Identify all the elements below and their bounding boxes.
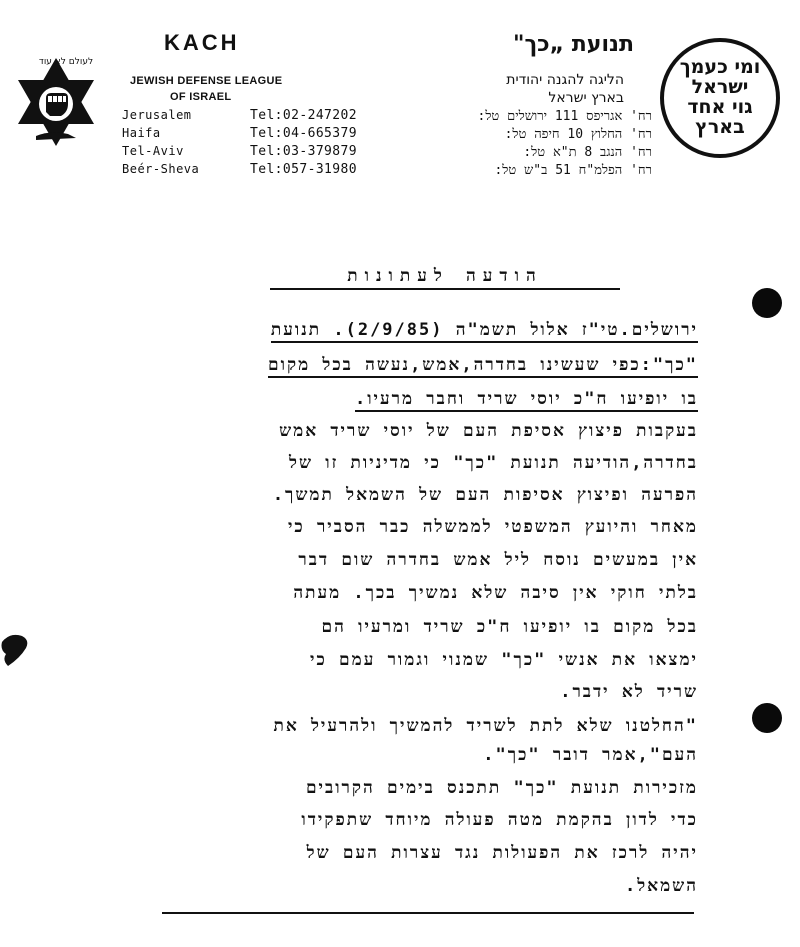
star-of-david-fist-icon <box>6 52 106 152</box>
svg-text:לעולם לא עוד: לעולם לא עוד <box>38 57 94 67</box>
body-line: כדי לדון בהקמת מטה פעולה מיוחד שתפקידו <box>301 810 698 830</box>
office-address-jerusalem: רח' אגריפס 111 ירושלים טל: <box>477 109 652 124</box>
org-subtitle-english-2: OF ISRAEL <box>170 91 232 103</box>
seal-line: בארץ <box>695 115 745 138</box>
office-tel-jerusalem: Tel:02-247202 <box>250 108 357 123</box>
office-address-haifa: רח' החלוץ 10 חיפה טל: <box>504 127 652 142</box>
office-tel-haifa: Tel:04-665379 <box>250 126 357 141</box>
lead-line-2: "כך":כפי שעשינו בחדרה,אמש,נעשה בכל מקום <box>268 355 698 378</box>
org-name-hebrew: תנועת „כך" <box>513 32 634 57</box>
office-city-jerusalem: Jerusalem <box>122 108 192 122</box>
seal-line: גוי אחד <box>687 96 753 118</box>
punch-hole <box>752 703 782 733</box>
body-line: מזכירות תנועת "כך" תתכנס בימים הקרובים <box>305 778 698 798</box>
body-line: מאחר והיועץ המשפטי לממשלה כבר הסביר כי <box>287 517 698 537</box>
body-line: בעקבות פיצוץ אסיפת העם של יוסי שריד אמש <box>279 421 698 441</box>
body-line: "החלטנו שלא לתת לשריד להמשיך ולהרעיל את <box>273 716 698 736</box>
seal-line: ומי כעמך <box>679 56 761 79</box>
lead-line-3: בו יופיעו ח"כ יוסי שריד וחבר מרעיו. <box>355 389 698 412</box>
body-line: העם",אמר דובר "כך". <box>483 745 698 765</box>
office-city-haifa: Haifa <box>122 126 161 140</box>
body-line: בחדרה,הודיעה תנועת "כך" כי מדיניות זו של <box>289 453 698 473</box>
body-line: יהיה לרכז את הפעולות נגד עצרות העם של <box>306 843 698 863</box>
jdl-logo <box>6 52 106 152</box>
office-city-tel-aviv: Tel-Aviv <box>122 144 184 158</box>
org-name-english: KACH <box>164 30 240 55</box>
office-address-beer-sheva: רח' הפלמ"ח 51 ב"ש טל: <box>494 163 652 178</box>
body-line: הפרעה ופיצוץ אסיפות העם של השמאל תמשך. <box>272 485 698 505</box>
body-line: השמאל. <box>625 876 698 896</box>
ink-blot <box>0 628 34 668</box>
office-tel-tel-aviv: Tel:03-379879 <box>250 144 357 159</box>
body-line: שריד לא ידבר. <box>560 682 698 702</box>
org-subtitle-hebrew-2: בארץ ישראל <box>548 90 624 106</box>
body-line: בכל מקום בו יופיעו ח"כ שריד ומרעיו הם <box>321 617 698 637</box>
punch-hole <box>752 288 782 318</box>
body-line: אין במעשים נוסח ליל אמש בחדרה שום דבר <box>298 550 698 570</box>
press-release-headline: הודעה לעתונות <box>270 266 620 290</box>
seal-line: ישראל <box>691 76 749 99</box>
bottom-rule <box>162 912 694 914</box>
body-line: ימצאו את אנשי "כך" שמנוי וגמור עמם כי <box>310 650 698 670</box>
office-address-tel-aviv: רח' הנגב 8 ת"א טל: <box>523 145 652 160</box>
org-subtitle-english-1: JEWISH DEFENSE LEAGUE <box>130 75 283 87</box>
lead-line-1: ירושלים.טי"ז אלול תשמ"ה (2/9/85). תנועת <box>271 320 698 343</box>
office-city-beer-sheva: Beér-Sheva <box>122 162 200 176</box>
office-tel-beer-sheva: Tel:057-31980 <box>250 162 357 177</box>
org-subtitle-hebrew-1: הליגה להגנה יהודית <box>506 72 624 88</box>
body-line: בלתי חוקי אין סיבה שלא נמשיך בכך. מעתה <box>293 583 698 603</box>
motto-seal <box>660 38 780 158</box>
